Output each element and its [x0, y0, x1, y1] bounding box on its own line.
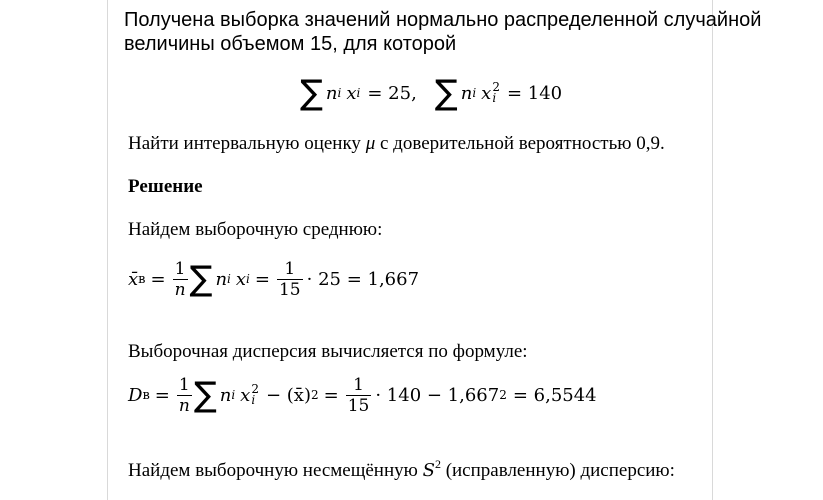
variance-formula: D в = $\frac{1}{n}$ ∑ n i x 2 i − (x̄) 2 = $\frac{1}{15}$ · 140 − 1,667 2 = 6,5544	[128, 374, 597, 416]
fraction-1-over-n: $\frac{1}{n}$	[178, 374, 190, 416]
mean-intro: Найдем выборочную среднюю:	[128, 219, 383, 240]
task-text: Найти интервальную оценку μ с доверительной вероятностью 0,9.	[128, 133, 665, 154]
unbiased-intro: Найдем выборочную несмещённую $S^2$ (исправленную) дисперсию:	[128, 457, 675, 481]
sum-symbol: ∑	[300, 73, 323, 113]
solution-heading: Решение	[128, 176, 203, 197]
fraction-1-over-15: $\frac{1}{15}$	[278, 258, 301, 300]
sum-symbol: ∑	[434, 73, 458, 113]
variance-intro: Выборочная дисперсия вычисляется по формуле:	[128, 341, 528, 362]
fraction-1-over-15: $\frac{1}{15}$	[347, 374, 370, 416]
fraction-1-over-n: $\frac{1}{n}$	[174, 258, 186, 300]
sum-symbol: ∑	[193, 375, 217, 415]
mu-symbol: μ	[365, 133, 376, 154]
given-sums-formula: ∑ n i x i = 25, ∑ n i x 2 i = 140	[300, 73, 563, 113]
problem-line-2: величины объемом 15, для которой	[124, 33, 457, 55]
sum-symbol: ∑	[189, 259, 213, 299]
mean-formula: x̄ в = $\frac{1}{n}$ ∑ n i x i = $\frac{1}{15}$ · 25 = 1,667	[128, 258, 420, 300]
problem-line-1: Получена выборка значений нормально распределенной случайной	[124, 9, 762, 31]
